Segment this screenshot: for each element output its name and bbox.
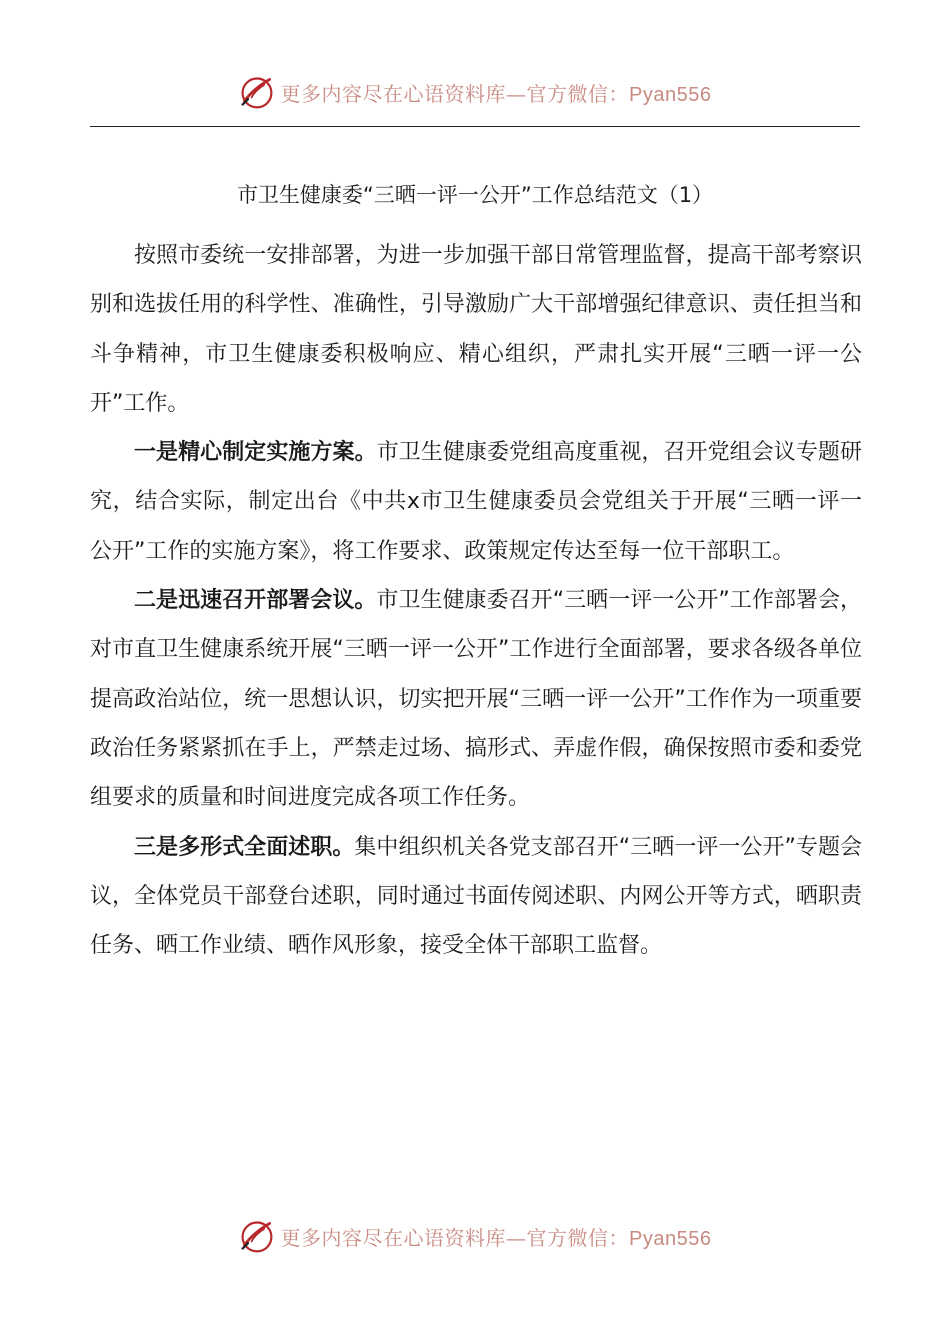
section-paragraph: [90, 428, 862, 576]
footer-banner: [0, 1214, 950, 1258]
wechat-handle: Pyan556: [629, 1227, 712, 1250]
section-body: 市卫生健康委召开“三晒一评一公开”工作部署会，对市直卫生健康系统开展“三晒一评一公开”工作进行全面部署，要求各级各单位提高政治站位，统一思想认识，切实把开展“三晒一评一公开”工作作为一项重要政治任务紧紧抓在手上，严禁走过场、搞形式、弄虚作假，确保按照市委和委党组要求的质量和时间进度完成各项工作任务。: [90, 588, 862, 811]
intro-paragraph: 按照市委统一安排部署，为进一步加强干部日常管理监督，提高干部考察识别和选拔任用的科学性、准确性，引导激励广大干部增强纪律意识、责任担当和斗争精神，市卫生健康委积极响应、精心组织，严肃扎实开展“三晒一评一公开”工作。: [90, 243, 862, 416]
header-banner: [0, 70, 950, 114]
section-body: 集中组织机关各党支部召开“三晒一评一公开”专题会议，全体党员干部登台述职，同时通过书面传阅述职、内网公开等方式，晒职责任务、晒工作业绩、晒作风形象，接受全体干部职工监督。: [90, 834, 862, 959]
pen-logo-icon: [239, 74, 275, 110]
pen-logo-icon: [239, 1218, 275, 1254]
header-rule: [90, 126, 860, 127]
section-paragraph: [90, 823, 862, 971]
banner-text: 更多内容尽在心语资料库—官方微信：Pyan556: [280, 1225, 712, 1250]
section-heading: 二是迅速召开部署会议。: [134, 588, 377, 614]
banner-text: 更多内容尽在心语资料库—官方微信：Pyan556: [280, 81, 712, 106]
wechat-handle: Pyan556: [629, 83, 712, 106]
section-heading: 三是多形式全面述职。: [134, 834, 355, 860]
section-paragraph: [90, 576, 862, 822]
document-body: [90, 231, 862, 970]
section-heading: 一是精心制定实施方案。: [134, 440, 377, 466]
section-body: 市卫生健康委党组高度重视，召开党组会议专题研究，结合实际，制定出台《中共x市卫生健康委员会党组关于开展“三晒一评一公开”工作的实施方案》，将工作要求、政策规定传达至每一位干部职工。: [90, 440, 862, 564]
document-title: 市卫生健康委“三晒一评一公开”工作总结范文（1）: [236, 183, 714, 207]
